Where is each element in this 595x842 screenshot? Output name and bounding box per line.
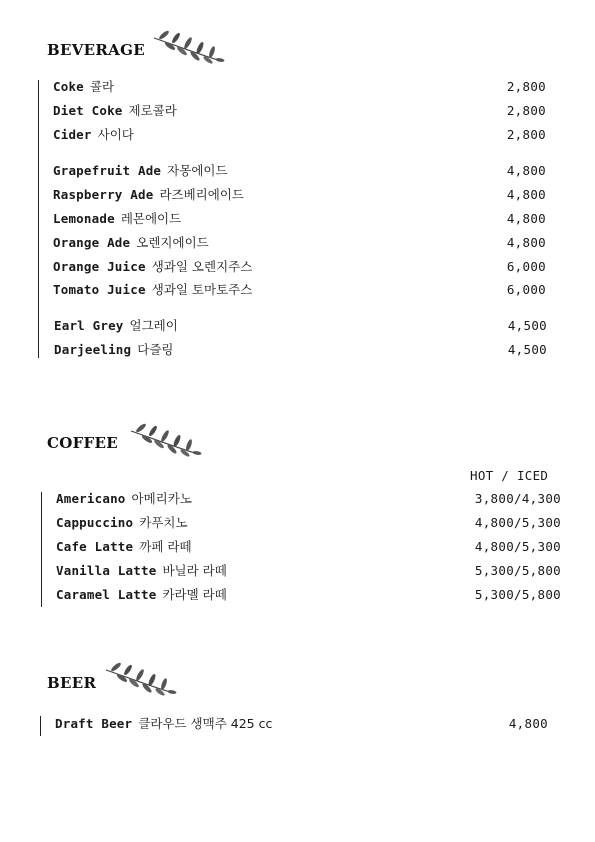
item-name-ko: 생과일 토마토주스 — [151, 282, 253, 297]
menu-item — [53, 236, 209, 250]
item-name-ko: 까페 라떼 — [139, 539, 192, 554]
item-name-ko: 카라멜 라떼 — [162, 587, 227, 602]
item-name-ko: 라즈베리에이드 — [159, 187, 244, 202]
menu-item — [53, 104, 177, 118]
item-name: Cafe Latte — [56, 539, 134, 554]
beer-divider — [40, 716, 41, 736]
item-price: 6,000 — [506, 282, 546, 297]
item-price: 4,800/5,300 — [474, 515, 561, 530]
item-name-ko: 오렌지에이드 — [136, 235, 209, 250]
menu-item — [56, 588, 227, 602]
item-name: Diet Coke — [53, 103, 123, 118]
item-name: Vanilla Latte — [56, 563, 157, 578]
menu-item — [55, 717, 272, 731]
coffee-title: COFFEE — [47, 434, 118, 452]
item-price: 3,800/4,300 — [474, 491, 561, 506]
item-name: Grapefruit Ade — [53, 163, 162, 178]
menu-item — [54, 319, 178, 333]
item-name-ko: 바닐라 라떼 — [162, 563, 227, 578]
item-name-ko: 카푸치노 — [139, 515, 188, 530]
item-name: Cider — [53, 127, 92, 142]
item-name-ko: 레몬에이드 — [120, 211, 182, 226]
menu-item — [54, 343, 174, 357]
item-price: 4,800 — [508, 716, 548, 731]
item-name-ko: 다즐링 — [137, 342, 174, 357]
item-price: 5,300/5,800 — [474, 563, 561, 578]
item-price: 4,800 — [506, 211, 546, 226]
item-name-ko: 생과일 오렌지주스 — [151, 259, 253, 274]
menu-item — [53, 80, 114, 94]
item-name: Orange Juice — [53, 259, 146, 274]
hot-iced-header: HOT / ICED — [470, 468, 549, 483]
coffee-divider — [41, 492, 42, 607]
menu-item — [53, 260, 252, 274]
item-name: Darjeeling — [54, 342, 132, 357]
menu-item — [53, 164, 228, 178]
olive-branch-icon — [102, 662, 178, 698]
item-name: Coke — [53, 79, 84, 94]
menu-item — [56, 492, 192, 506]
menu-item — [56, 564, 227, 578]
item-price: 4,800 — [506, 187, 546, 202]
item-name-ko: 제로콜라 — [128, 103, 177, 118]
menu-item — [56, 540, 192, 554]
item-name-ko: 사이다 — [97, 127, 134, 142]
item-name-ko: 콜라 — [89, 79, 115, 94]
item-price: 4,800 — [506, 235, 546, 250]
item-price: 5,300/5,800 — [474, 587, 561, 602]
item-price: 2,800 — [506, 103, 546, 118]
item-price: 2,800 — [506, 79, 546, 94]
item-name: Earl Grey — [54, 318, 124, 333]
item-name: Draft Beer — [55, 716, 133, 731]
item-price: 6,000 — [506, 259, 546, 274]
item-name: Orange Ade — [53, 235, 131, 250]
item-name-ko: 자몽에이드 — [167, 163, 228, 178]
item-price: 2,800 — [506, 127, 546, 142]
item-name: Tomato Juice — [53, 282, 146, 297]
item-price: 4,500 — [507, 342, 547, 357]
menu-item — [53, 188, 244, 202]
menu-item — [53, 212, 181, 226]
item-name-ko: 클라우드 생맥주 425 cc — [138, 716, 273, 731]
item-name-ko: 얼그레이 — [129, 318, 178, 333]
menu-item — [53, 128, 134, 142]
item-price: 4,800 — [506, 163, 546, 178]
beer-title: BEER — [47, 674, 97, 692]
item-name: Caramel Latte — [56, 587, 157, 602]
item-price: 4,500 — [507, 318, 547, 333]
menu-item — [56, 516, 188, 530]
menu-item — [53, 283, 252, 297]
beverage-divider — [38, 80, 39, 358]
item-name: Cappuccino — [56, 515, 134, 530]
item-name: Lemonade — [53, 211, 115, 226]
item-name: Raspberry Ade — [53, 187, 154, 202]
item-name-ko: 아메리카노 — [131, 491, 192, 506]
olive-branch-icon — [127, 423, 203, 459]
item-price: 4,800/5,300 — [474, 539, 561, 554]
item-name: Americano — [56, 491, 126, 506]
olive-branch-icon — [150, 30, 226, 66]
beverage-title: BEVERAGE — [47, 41, 145, 59]
